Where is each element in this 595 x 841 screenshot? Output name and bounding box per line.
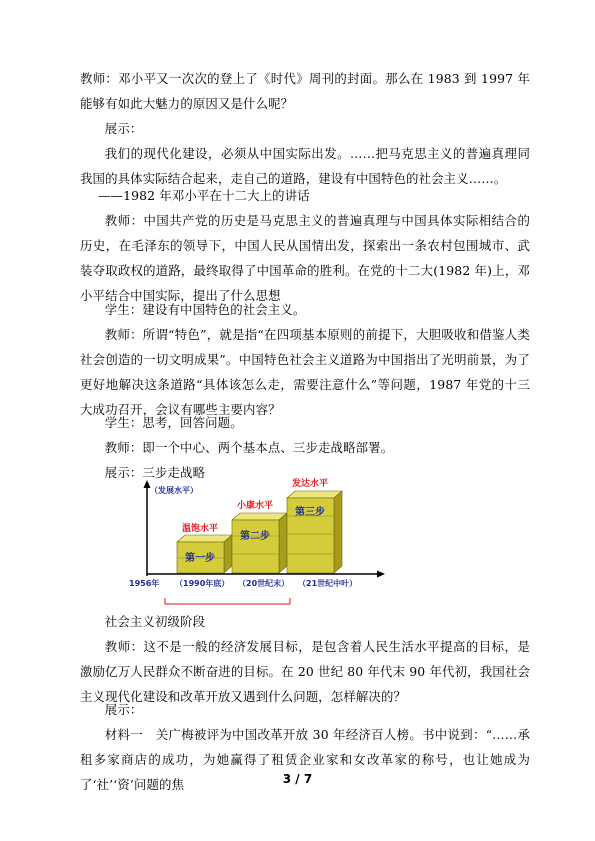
paragraph-student-think: 学生：思考，回答问题。 — [104, 415, 243, 430]
x-axis-arrow-icon — [377, 571, 385, 578]
step-box-3 — [287, 491, 342, 573]
x-label-1990: （1990年底） — [175, 579, 230, 588]
paragraph-show-2: 展示： — [104, 702, 143, 717]
x-label-1956: 1956年 — [129, 579, 160, 588]
three-step-diagram — [120, 474, 390, 608]
paragraph-student-answer-1: 学生：建设有中国特色的社会主义。 — [104, 302, 306, 317]
timeline-bracket — [165, 598, 290, 604]
y-axis-label: （发展水平） — [150, 486, 198, 495]
paragraph-primary-stage: 社会主义初级阶段 — [104, 614, 206, 629]
step-label-1: 第一步 — [185, 553, 215, 564]
paragraph-teacher-strategy: 教师：即一个中心、两个基本点、三步走战略部署。 — [104, 440, 394, 455]
x-label-21c: （21世纪中叶） — [298, 579, 358, 588]
quote-attribution: ——1982 年邓小平在十二大上的讲话 — [98, 188, 310, 203]
paragraph-teacher-question-1: 教师：邓小平又一次次的登上了《时代》周刊的封面。那么在 1983 到 1997 年能够有如此大魅力的原因又是什么呢？ — [80, 71, 530, 111]
paragraph-material-1: 材料一 关广梅被评为中国改革开放 30 年经济百人榜。书中说到：“……承租多家商店的成功，为她赢得了租赁企业家和女改革家的称号，也让她成为了‘社’‘资’问题的焦 — [80, 727, 530, 792]
level-label-3: 发达水平 — [291, 479, 329, 489]
x-label-20c: （20世纪末） — [238, 579, 290, 588]
step-box-2 — [232, 513, 287, 573]
paragraph-teacher-history: 教师：中国共产党的历史是马克思主义的普遍真理与中国具体实际相结合的历史，在毛泽东的领导下，中国人民从国情出发，探索出一条农村包围城市、武装夺取政权的道路，最终取得了中国革命的胜利。在党的十二大(1982 年)上，邓小平结合中国实际，提出了什么思想 — [80, 213, 530, 303]
page-number: 3 / 7 — [282, 772, 313, 786]
step-label-3: 第三步 — [295, 507, 325, 518]
step-label-2: 第二步 — [240, 531, 270, 542]
paragraph-quote: 我们的现代化建设，必须从中国实际出发。……把马克思主义的普遍真理同我国的具体实际结合起来，走自己的道路，建设有中国特色的社会主义……。 — [80, 146, 530, 186]
paragraph-show-1: 展示： — [104, 121, 143, 136]
level-label-2: 小康水平 — [236, 501, 274, 511]
paragraph-teacher-special: 教师：所谓“特色”，就是指“在四项基本原则的前提下，大胆吸收和借鉴人类社会创造的一切文明成果”。中国特色社会主义道路为中国指出了光明前景，为了更好地解决这条道路“具体该怎么走，需要注意什么”等问题，1987 年党的十三大成功召开，会议有哪些主要内容？ — [80, 327, 530, 417]
paragraph-teacher-goal: 教师：这不是一般的经济发展目标，是包含着人民生活水平提高的目标，是激励亿万人民群众不断奋进的目标。在 20 世纪 80 年代末 90 年代初，我国社会主义现代化建设和改革开放又遇到什么问题，怎样解决的？ — [80, 639, 530, 704]
level-label-1: 温饱水平 — [181, 524, 219, 534]
paragraph-show-strategy: 展示：三步走战略 — [104, 465, 206, 480]
